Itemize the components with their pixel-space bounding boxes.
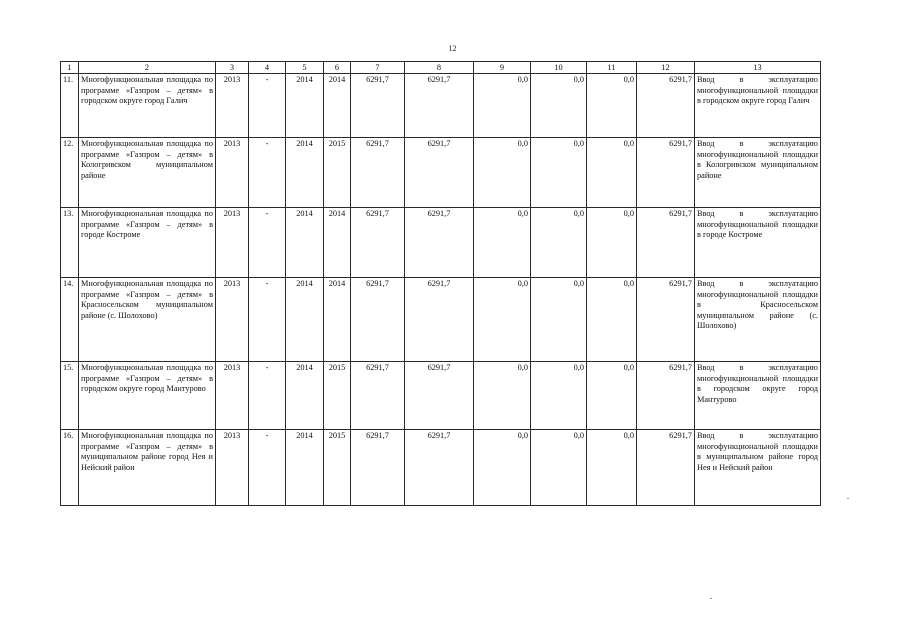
cell-col9: 0,0 — [474, 278, 531, 362]
cell-col5: 2014 — [286, 278, 324, 362]
cell-col4: - — [249, 278, 286, 362]
cell-col12: 6291,7 — [637, 208, 695, 278]
object-name: Многофункциональная площадка по программе «Газпром – детям» в городском округе город Мантурово — [79, 362, 216, 430]
cell-col12: 6291,7 — [637, 430, 695, 506]
column-header: 1 — [61, 62, 79, 74]
object-name: Многофункциональная площадка по программе «Газпром – детям» в Красносельском муниципальном районе (с. Шолохово) — [79, 278, 216, 362]
cell-col6: 2014 — [324, 208, 351, 278]
cell-col12: 6291,7 — [637, 278, 695, 362]
cell-col5: 2014 — [286, 138, 324, 208]
expected-result: Ввод в эксплуатацию многофункциональной площадки в Кологривском муниципальном районе — [695, 138, 821, 208]
object-name: Многофункциональная площадка по программе «Газпром – детям» в городе Костроме — [79, 208, 216, 278]
cell-col6: 2014 — [324, 74, 351, 138]
row-number: 16. — [61, 430, 79, 506]
column-header: 12 — [637, 62, 695, 74]
cell-col4: - — [249, 138, 286, 208]
cell-col8: 6291,7 — [405, 430, 474, 506]
object-name: Многофункциональная площадка по программе «Газпром – детям» в муниципальном районе город Нея и Нейский район — [79, 430, 216, 506]
cell-col4: - — [249, 208, 286, 278]
row-number: 14. — [61, 278, 79, 362]
cell-col11: 0,0 — [587, 278, 637, 362]
cell-col3: 2013 — [216, 74, 249, 138]
cell-col3: 2013 — [216, 278, 249, 362]
expected-result: Ввод в эксплуатацию многофункциональной площадки в городском округе город Галич — [695, 74, 821, 138]
row-number: 15. — [61, 362, 79, 430]
cell-col3: 2013 — [216, 362, 249, 430]
cell-col11: 0,0 — [587, 74, 637, 138]
table-row — [61, 362, 821, 430]
cell-col9: 0,0 — [474, 430, 531, 506]
cell-col9: 0,0 — [474, 208, 531, 278]
cell-col9: 0,0 — [474, 74, 531, 138]
cell-col4: - — [249, 74, 286, 138]
cell-col8: 6291,7 — [405, 208, 474, 278]
cell-col8: 6291,7 — [405, 138, 474, 208]
cell-col12: 6291,7 — [637, 74, 695, 138]
column-header: 9 — [474, 62, 531, 74]
cell-col4: - — [249, 430, 286, 506]
cell-col7: 6291,7 — [351, 430, 405, 506]
cell-col3: 2013 — [216, 208, 249, 278]
cell-col10: 0,0 — [531, 208, 587, 278]
cell-col8: 6291,7 — [405, 74, 474, 138]
column-header: 6 — [324, 62, 351, 74]
table-row — [61, 138, 821, 208]
cell-col9: 0,0 — [474, 138, 531, 208]
cell-col6: 2014 — [324, 278, 351, 362]
cell-col11: 0,0 — [587, 138, 637, 208]
cell-col5: 2014 — [286, 430, 324, 506]
cell-col7: 6291,7 — [351, 138, 405, 208]
cell-col6: 2015 — [324, 138, 351, 208]
cell-col5: 2014 — [286, 362, 324, 430]
table-row — [61, 74, 821, 138]
column-header: 8 — [405, 62, 474, 74]
cell-col7: 6291,7 — [351, 208, 405, 278]
cell-col8: 6291,7 — [405, 278, 474, 362]
cell-col4: - — [249, 362, 286, 430]
cell-col10: 0,0 — [531, 430, 587, 506]
table-row — [61, 278, 821, 362]
cell-col7: 6291,7 — [351, 278, 405, 362]
column-header: 10 — [531, 62, 587, 74]
cell-col6: 2015 — [324, 430, 351, 506]
column-header: 4 — [249, 62, 286, 74]
cell-col10: 0,0 — [531, 138, 587, 208]
cell-col5: 2014 — [286, 74, 324, 138]
column-header: 7 — [351, 62, 405, 74]
scan-speck — [710, 598, 712, 599]
object-name: Многофункциональная площадка по программе «Газпром – детям» в Кологривском муниципальном районе — [79, 138, 216, 208]
page-number: 12 — [448, 44, 457, 53]
cell-col3: 2013 — [216, 430, 249, 506]
expected-result: Ввод в эксплуатацию многофункциональной площадки в городском округе город Мантурово — [695, 362, 821, 430]
row-number: 11. — [61, 74, 79, 138]
cell-col3: 2013 — [216, 138, 249, 208]
cell-col5: 2014 — [286, 208, 324, 278]
cell-col12: 6291,7 — [637, 362, 695, 430]
column-header: 13 — [695, 62, 821, 74]
scan-speck — [847, 498, 849, 499]
column-header: 11 — [587, 62, 637, 74]
column-header: 5 — [286, 62, 324, 74]
object-name: Многофункциональная площадка по программе «Газпром – детям» в городском округе город Галич — [79, 74, 216, 138]
cell-col11: 0,0 — [587, 208, 637, 278]
table-row — [61, 208, 821, 278]
header-row — [61, 62, 821, 74]
cell-col7: 6291,7 — [351, 74, 405, 138]
program-table — [60, 61, 821, 506]
cell-col7: 6291,7 — [351, 362, 405, 430]
expected-result: Ввод в эксплуатацию многофункциональной площадки в городе Костроме — [695, 208, 821, 278]
cell-col11: 0,0 — [587, 430, 637, 506]
row-number: 13. — [61, 208, 79, 278]
cell-col12: 6291,7 — [637, 138, 695, 208]
column-header: 2 — [79, 62, 216, 74]
cell-col10: 0,0 — [531, 362, 587, 430]
cell-col10: 0,0 — [531, 74, 587, 138]
expected-result: Ввод в эксплуатацию многофункциональной площадки в Красносельском муниципальном районе (с. Шолохово) — [695, 278, 821, 362]
cell-col10: 0,0 — [531, 278, 587, 362]
cell-col8: 6291,7 — [405, 362, 474, 430]
cell-col6: 2015 — [324, 362, 351, 430]
table-row — [61, 430, 821, 506]
expected-result: Ввод в эксплуатацию многофункциональной площадки в муниципальном районе город Нея и Нейский район — [695, 430, 821, 506]
cell-col11: 0,0 — [587, 362, 637, 430]
column-header: 3 — [216, 62, 249, 74]
cell-col9: 0,0 — [474, 362, 531, 430]
row-number: 12. — [61, 138, 79, 208]
